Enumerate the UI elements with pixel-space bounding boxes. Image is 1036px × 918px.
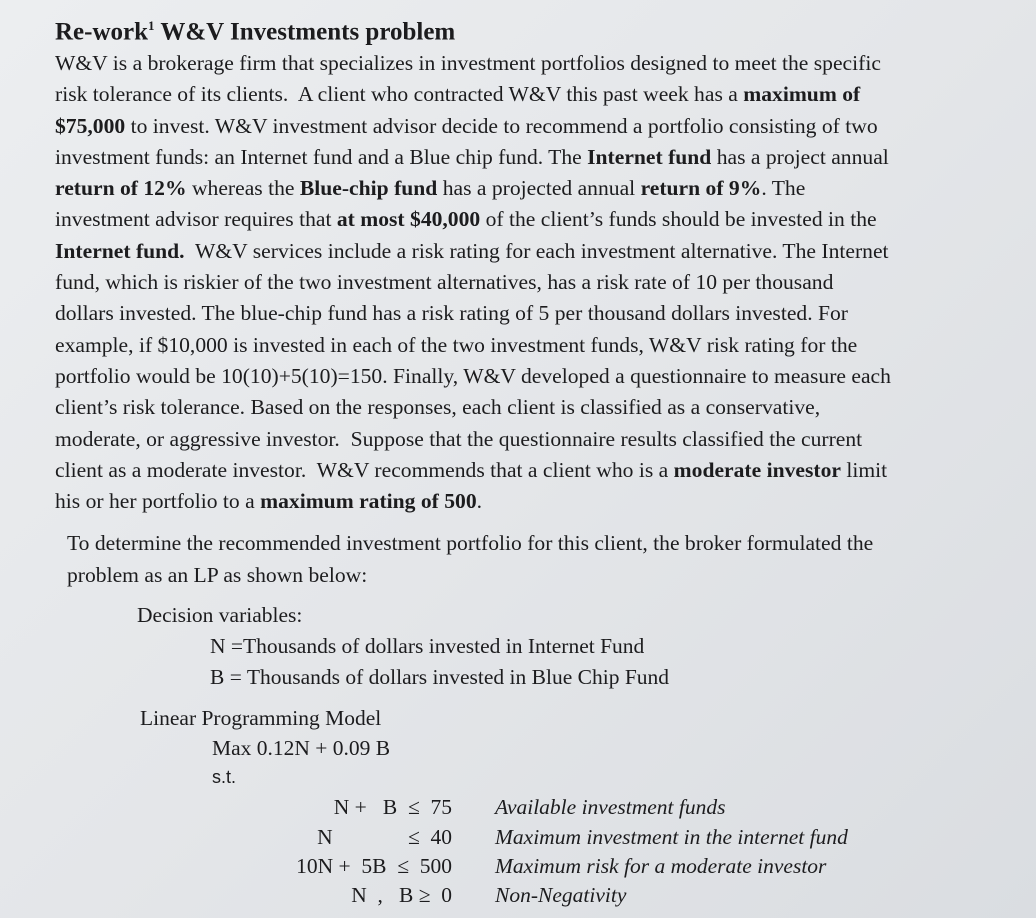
text-segment: has a project annual: [711, 144, 889, 169]
text-segment: portfolio would be 10(10)+5(10)=150. Finally, W&V developed a questionnaire to measure each: [55, 363, 891, 388]
bold-text: return of 9%: [640, 176, 762, 201]
text-segment: of the client’s funds should be invested in the: [480, 207, 877, 232]
bold-text: moderate investor: [673, 457, 841, 482]
title-text: Re-work: [55, 18, 149, 46]
text-segment: investment advisor requires that: [55, 207, 337, 232]
constraint-expression: N , B ≥ 0: [351, 883, 452, 907]
text-segment: moderate, or aggressive investor. Suppose that the questionnaire results classified the current: [55, 426, 863, 451]
formulation-intro: [67, 528, 873, 591]
bold-text: Blue-chip fund: [299, 176, 438, 201]
constraint-description: Maximum investment in the internet fund: [495, 825, 848, 849]
text-segment: to invest. W&V investment advisor decide to recommend a portfolio consisting of two: [125, 113, 878, 138]
constraint-description: Available investment funds: [495, 795, 726, 819]
text-segment: example, if $10,000 is invested in each of the two investment funds, W&V risk rating for the: [55, 332, 858, 357]
subject-to-label: s.t.: [212, 767, 237, 787]
text-line: [55, 204, 891, 235]
footnote-marker: 1: [148, 18, 155, 33]
variable-b: B = Thousands of dollars invested in Blue Chip Fund: [210, 665, 670, 689]
text-line: [55, 142, 891, 173]
constraint-expression: N ≤ 40: [317, 825, 452, 849]
model-heading: Linear Programming Model: [140, 706, 382, 730]
text-line: [55, 392, 891, 423]
page-title: [55, 18, 455, 46]
objective-function: Max 0.12N + 0.09 B: [212, 736, 391, 760]
title-rest: W&V Investments problem: [154, 18, 456, 46]
text-line: [55, 173, 891, 204]
text-segment: dollars invested. The blue-chip fund has a risk rating of 5 per thousand dollars invested. For: [55, 301, 849, 326]
constraint-expression: 10N + 5B ≤ 500: [296, 854, 452, 878]
text-segment: W&V is a brokerage firm that specializes in investment portfolios designed to meet the specific: [55, 51, 881, 75]
text-segment: client as a moderate investor. W&V recommends that a client who is a: [55, 457, 674, 482]
text-segment: W&V services include a risk rating for each investment alternative. The Internet: [184, 238, 889, 263]
text-line: [55, 267, 891, 298]
text-segment: limit: [840, 457, 888, 482]
text-segment: fund, which is riskier of the two investment alternatives, has a risk rate of 10 per thousand: [55, 270, 834, 295]
text-line: [55, 361, 891, 392]
text-line: [55, 455, 891, 486]
variable-n: N =Thousands of dollars invested in Internet Fund: [210, 634, 645, 658]
text-line: [55, 111, 891, 142]
text-line: problem as an LP as shown below:: [67, 562, 368, 587]
bold-text: return of 12%: [55, 176, 187, 201]
text-line: [55, 424, 891, 455]
text-segment: client’s risk tolerance. Based on the responses, each client is classified as a conservative,: [55, 395, 821, 420]
decision-variables-heading: Decision variables:: [137, 603, 303, 627]
text-segment: .: [476, 489, 483, 514]
text-segment: has a projected annual: [437, 176, 641, 201]
text-line: [55, 486, 891, 517]
bold-text: at most $40,000: [336, 207, 481, 232]
text-segment: . The: [761, 176, 806, 201]
bold-text: $75,000: [55, 113, 126, 138]
bold-text: Internet fund.: [55, 238, 185, 263]
text-line: [55, 298, 891, 329]
bold-text: Internet fund: [587, 144, 712, 169]
constraint-description: Non-Negativity: [495, 883, 627, 907]
text-line: [55, 330, 891, 361]
constraint-expression: N + B ≤ 75: [333, 795, 452, 819]
constraint-description: Maximum risk for a moderate investor: [495, 854, 827, 878]
text-segment: his or her portfolio to a: [55, 489, 261, 514]
problem-description: [55, 48, 891, 517]
bold-text: maximum of: [743, 82, 861, 107]
text-line: [55, 79, 891, 110]
text-line: [55, 236, 891, 267]
text-line: To determine the recommended investment portfolio for this client, the broker formulated the: [67, 531, 874, 555]
text-line: [55, 48, 891, 79]
bold-text: maximum rating of 500: [260, 489, 477, 514]
text-segment: whereas the: [186, 176, 300, 201]
text-segment: risk tolerance of its clients. A client who contracted W&V this past week has a: [55, 82, 744, 107]
text-segment: investment funds: an Internet fund and a Blue chip fund. The: [55, 144, 588, 169]
